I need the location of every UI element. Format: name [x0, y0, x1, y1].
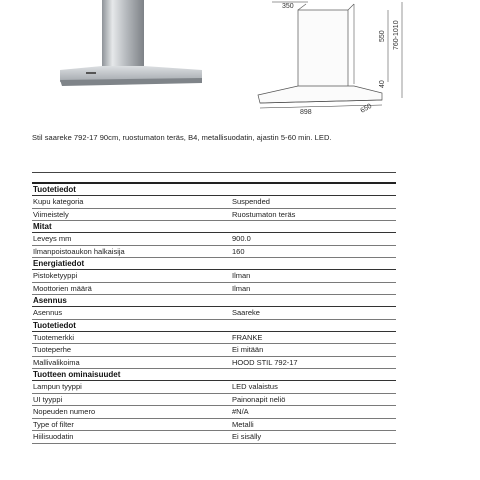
spec-value: Suspended — [232, 197, 270, 206]
spec-value: Ei sisälly — [232, 432, 262, 441]
table-row — [32, 283, 396, 296]
product-images — [0, 0, 480, 125]
spec-label: Ilmanpoistoaukon halkaisija — [33, 246, 125, 256]
table-row — [32, 394, 396, 407]
table-row — [32, 344, 396, 357]
spec-value: Ei mitään — [232, 345, 264, 354]
table-row — [32, 307, 396, 320]
spec-value: Ilman — [232, 271, 251, 280]
spec-value: Saareke — [232, 308, 260, 317]
spec-label: Tuotemerkki — [33, 332, 74, 342]
spec-label: Leveys mm — [33, 234, 72, 243]
section-header: Tuotteen ominaisuudet — [32, 369, 396, 381]
table-row — [32, 270, 396, 283]
spec-label: Mallivalikoima — [33, 357, 80, 367]
spec-value: Painonapit neliö — [232, 394, 286, 404]
dim-range-label: 760-1010 — [393, 20, 400, 50]
spec-table — [32, 184, 396, 444]
table-row — [32, 209, 396, 222]
spec-label: Type of filter — [33, 419, 74, 429]
spec-label: Kupu kategoria — [33, 197, 84, 206]
product-description: Stil saareke 792-17 90cm, ruostumaton teräs, B4, metallisuodatin, ajastin 5-60 min. LED. — [32, 133, 332, 142]
spec-value: #N/A — [232, 407, 249, 416]
dim-canopy-label: 40 — [379, 80, 386, 88]
table-row — [32, 233, 396, 246]
dim-width-label: 898 — [300, 109, 312, 116]
technical-drawing — [250, 0, 410, 118]
spec-label: Hiilisuodatin — [33, 432, 74, 441]
spec-label: Lampun tyyppi — [33, 382, 82, 391]
table-row — [32, 196, 396, 209]
product-photo — [40, 0, 220, 100]
spec-label: Viimeistely — [33, 209, 69, 219]
spec-label: UI tyyppi — [33, 394, 63, 404]
spec-label: Pistoketyyppi — [33, 271, 78, 280]
table-row — [32, 246, 396, 259]
divider — [32, 172, 396, 173]
spec-value: Metalli — [232, 419, 254, 429]
spec-value: FRANKE — [232, 332, 263, 342]
spec-label: Moottorien määrä — [33, 283, 92, 293]
spec-label: Nopeuden numero — [33, 407, 96, 416]
spec-value: Ilman — [232, 283, 251, 293]
table-row — [32, 332, 396, 345]
table-row — [32, 406, 396, 419]
dim-top-label: 350 — [282, 3, 294, 10]
section-header: Energiatiedot — [32, 258, 396, 270]
spec-value: 900.0 — [232, 234, 251, 243]
table-row — [32, 357, 396, 370]
table-row — [32, 381, 396, 394]
spec-value: 160 — [232, 246, 245, 256]
spec-label: Asennus — [33, 308, 63, 317]
dim-height-label: 550 — [379, 30, 386, 42]
spec-value: HOOD STIL 792-17 — [232, 357, 298, 367]
section-header: Tuotetiedot — [32, 184, 396, 196]
section-header: Mitat — [32, 221, 396, 233]
section-header: Asennus — [32, 295, 396, 307]
spec-label: Tuoteperhe — [33, 345, 72, 354]
spec-value: LED valaistus — [232, 382, 278, 391]
table-row — [32, 419, 396, 432]
section-header: Tuotetiedot — [32, 320, 396, 332]
dim-depth-label: 650 — [359, 102, 374, 115]
table-row — [32, 431, 396, 444]
spec-value: Ruostumaton teräs — [232, 209, 296, 219]
